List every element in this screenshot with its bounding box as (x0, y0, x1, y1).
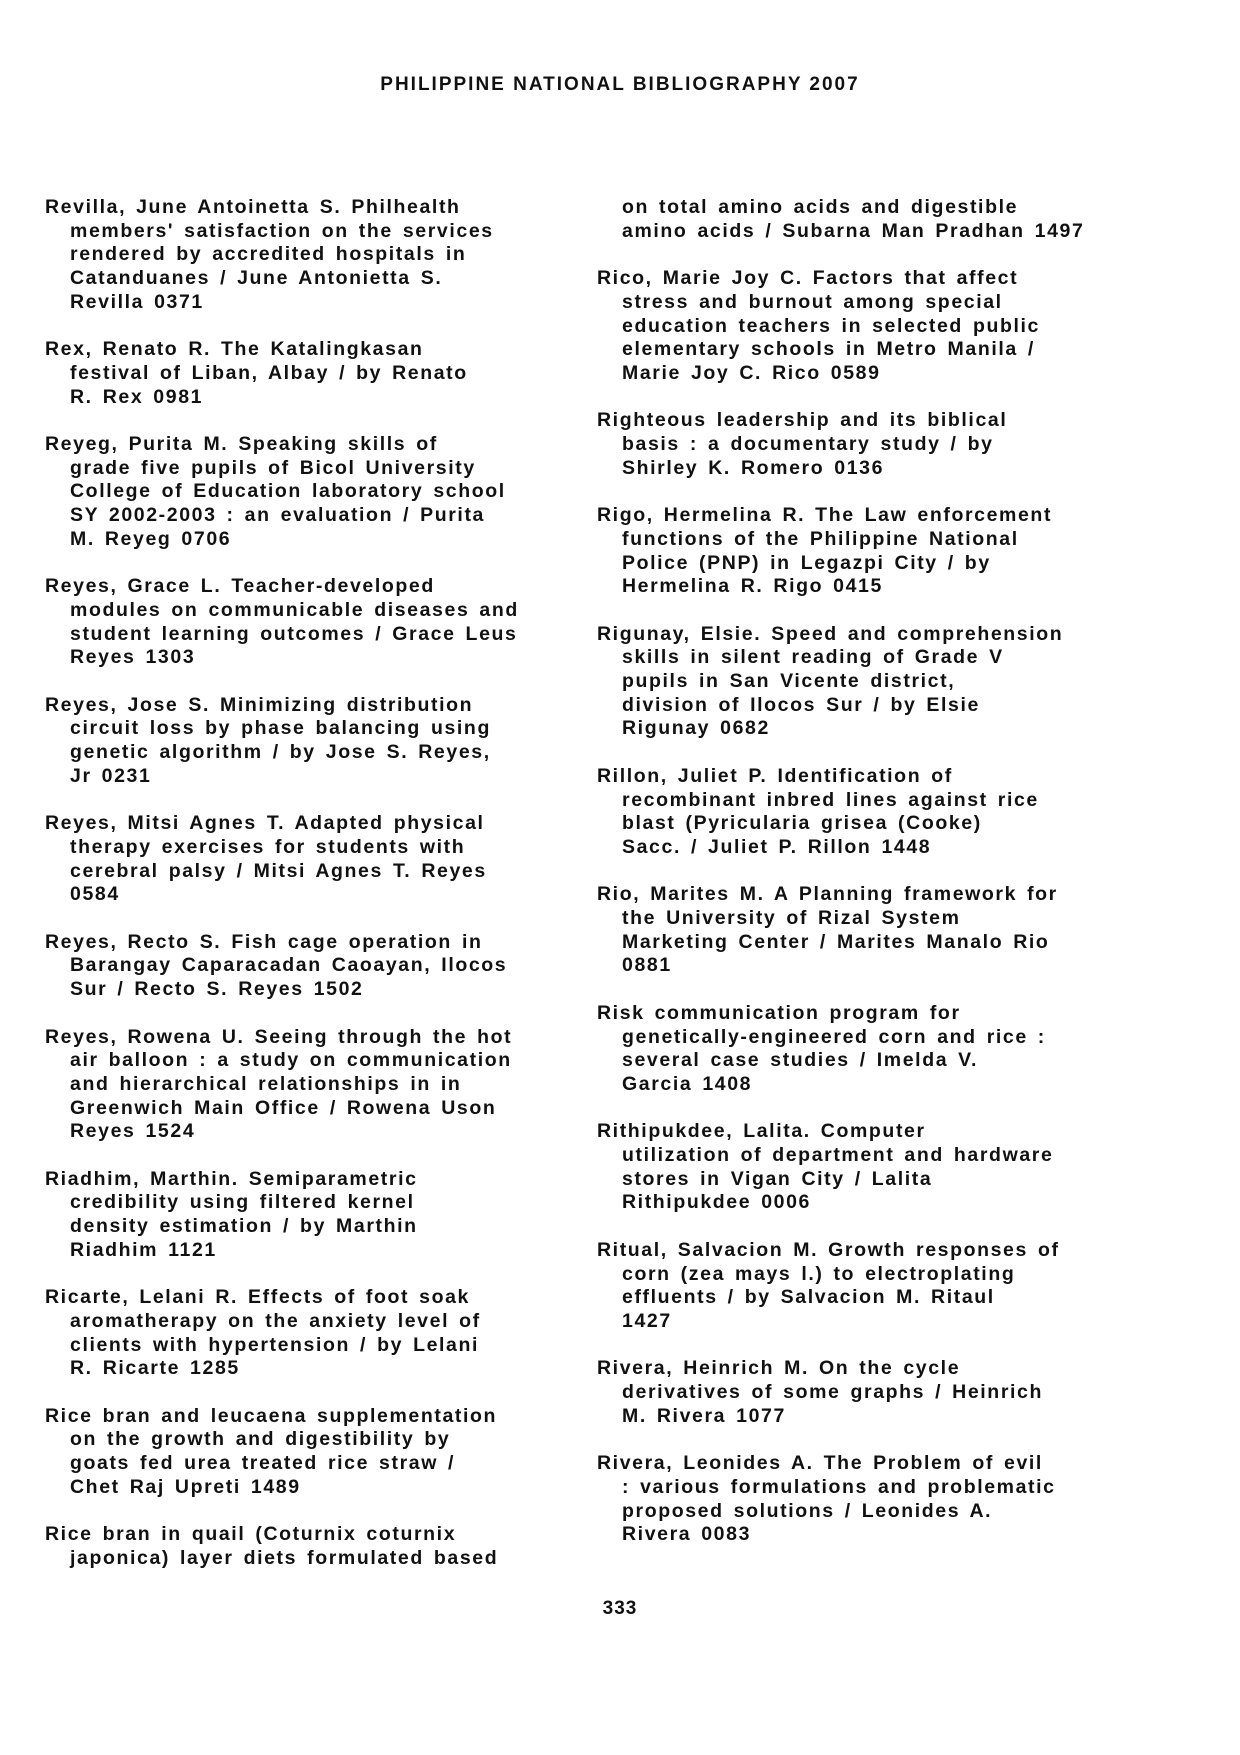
bibliography-entry: Revilla, June Antoinetta S. Philhealth members' satisfaction on the services rendered by accredited hospitals in Catanduanes / June Antonietta S. Revilla 0371 (45, 196, 494, 313)
bibliography-entry: Rice bran and leucaena supplementation on the growth and digestibility by goats fed urea treated rice straw / Chet Raj Upreti 1489 (45, 1404, 498, 1498)
bibliography-entry: Rex, Renato R. The Katalingkasan festival of Liban, Albay / by Renato R. Rex 0981 (45, 338, 468, 408)
bibliography-entry: Ricarte, Lelani R. Effects of foot soak aromatherapy on the anxiety level of clients with hypertension / by Lelani R. Ricarte 1285 (45, 1286, 481, 1380)
page-number: 333 (602, 1598, 638, 1619)
bibliography-entry: Rico, Marie Joy C. Factors that affect stress and burnout among special education teachers in selected public elementary schools in Metro Manila / Marie Joy C. Rico 0589 (597, 267, 1040, 384)
bibliography-entry: Risk communication program for genetically-engineered corn and rice : several case studies / Imelda V. Garcia 1408 (597, 1001, 1046, 1095)
bibliography-entry: Rivera, Leonides A. The Problem of evil : various formulations and problematic proposed solutions / Leonides A. Rivera 0083 (597, 1452, 1056, 1546)
bibliography-entry: Rillon, Juliet P. Identification of recombinant inbred lines against rice blast (Pyricularia grisea (Cooke) Sacc. / Juliet P. Rillon 1448 (597, 764, 1039, 858)
bibliography-entry: Rivera, Heinrich M. On the cycle derivatives of some graphs / Heinrich M. Rivera 1077 (597, 1357, 1043, 1427)
bibliography-entry: Righteous leadership and its biblical basis : a documentary study / by Shirley K. Romero 0136 (597, 409, 1008, 479)
bibliography-entry: Rice bran in quail (Coturnix coturnix japonica) layer diets formulated based (45, 1523, 499, 1569)
left-column (45, 196, 565, 1571)
bibliography-entry: Ritual, Salvacion M. Growth responses of corn (zea mays l.) to electroplating effluents / by Salvacion M. Ritaul 1427 (597, 1238, 1060, 1332)
bibliography-entry: Reyeg, Purita M. Speaking skills of grade five pupils of Bicol University College of Education laboratory school SY 2002-2003 : an evaluation / Purita M. Reyeg 0706 (45, 433, 506, 550)
bibliography-entry: Reyes, Mitsi Agnes T. Adapted physical therapy exercises for students with cerebral palsy / Mitsi Agnes T. Reyes 0584 (45, 812, 487, 906)
right-column (597, 196, 1117, 1547)
bibliography-entry-continuation: on total amino acids and digestible amino acids / Subarna Man Pradhan 1497 (622, 196, 1085, 242)
bibliography-entry: Riadhim, Marthin. Semiparametric credibility using filtered kernel density estimation / by Marthin Riadhim 1121 (45, 1167, 418, 1261)
bibliography-entry: Reyes, Recto S. Fish cage operation in Barangay Caparacadan Caoayan, Ilocos Sur / Recto S. Reyes 1502 (45, 930, 508, 1001)
bibliography-entry: Rithipukdee, Lalita. Computer utilization of department and hardware stores in Vigan City / Lalita Rithipukdee 0006 (597, 1120, 1054, 1214)
bibliography-entry: Rigo, Hermelina R. The Law enforcement functions of the Philippine National Police (PNP) in Legazpi City / by Hermelina R. Rigo 0415 (597, 504, 1053, 598)
bibliography-entry: Reyes, Rowena U. Seeing through the hot air balloon : a study on communication and hierarchical relationships in in Greenwich Main Office / Rowena Uson Reyes 1524 (45, 1025, 513, 1143)
page-header: PHILIPPINE NATIONAL BIBLIOGRAPHY 2007 (380, 74, 860, 95)
bibliography-entry: Rigunay, Elsie. Speed and comprehension skills in silent reading of Grade V pupils in San Vicente district, division of Ilocos Sur / by Elsie Rigunay 0682 (597, 622, 1064, 740)
bibliography-entry: Rio, Marites M. A Planning framework for the University of Rizal System Marketing Center / Marites Manalo Rio 0881 (597, 883, 1058, 977)
bibliography-entry: Reyes, Grace L. Teacher-developed modules on communicable diseases and student learning outcomes / Grace Leus Reyes 1303 (45, 575, 519, 669)
bibliography-entry: Reyes, Jose S. Minimizing distribution circuit loss by phase balancing using genetic algorithm / by Jose S. Reyes, Jr 0231 (45, 693, 491, 787)
